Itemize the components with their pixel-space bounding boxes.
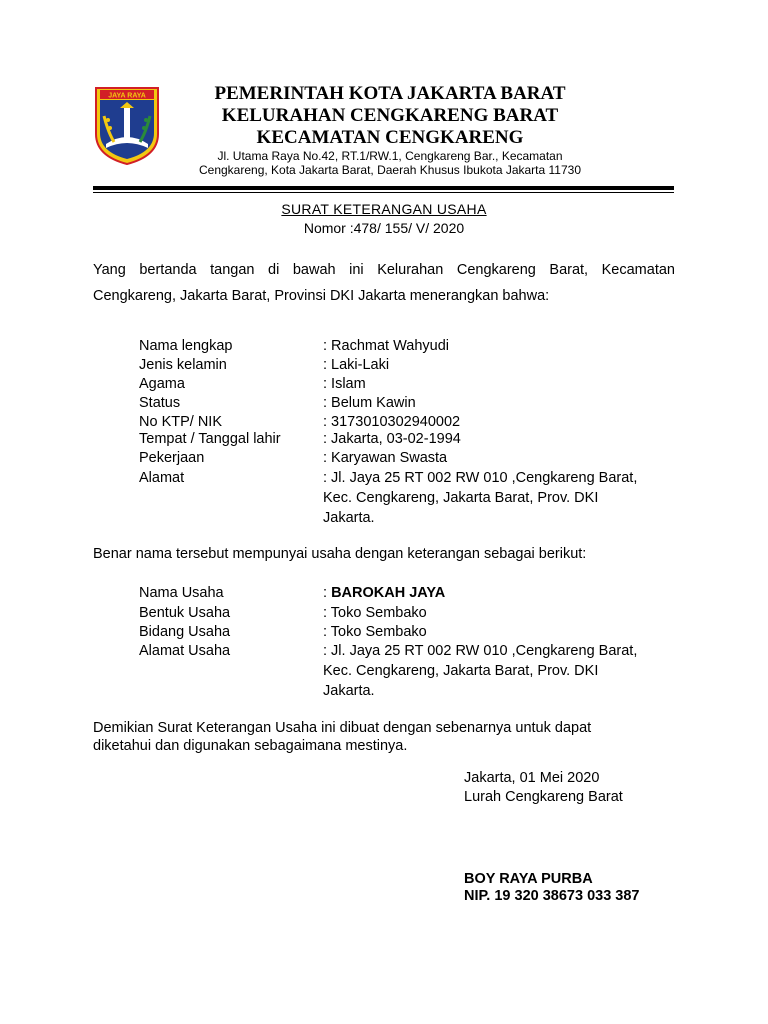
- business-form-value: : Toko Sembako: [323, 605, 427, 621]
- person-birth-value: : Jakarta, 03-02-1994: [323, 431, 461, 447]
- person-religion-value: : Islam: [323, 376, 366, 392]
- person-gender-value: : Laki-Laki: [323, 357, 390, 373]
- signature-place-date: Jakarta, 01 Mei 2020: [464, 770, 600, 786]
- business-address-value: : Jl. Jaya 25 RT 002 RW 010 ,Cengkareng Barat,: [323, 643, 638, 659]
- document-title: SURAT KETERANGAN USAHA: [281, 201, 487, 217]
- logo-text: JAYA RAYA: [108, 92, 146, 100]
- person-job-value: : Karyawan Swasta: [323, 450, 448, 466]
- person-gender-label: Jenis kelamin: [139, 357, 227, 373]
- business-field-value: : Toko Sembako: [323, 624, 427, 640]
- business-name-label: Nama Usaha: [139, 585, 224, 601]
- person-religion-label: Agama: [139, 376, 185, 392]
- closing-line-2: diketahui dan digunakan sebagaimana mestinya.: [93, 738, 408, 754]
- person-name-value: : Rachmat Wahyudi: [323, 338, 449, 354]
- closing-line-1: Demikian Surat Keterangan Usaha ini dibuat dengan sebenarnya untuk dapat: [93, 720, 592, 736]
- business-address-cont-1: Kec. Cengkareng, Jakarta Barat, Prov. DKI: [323, 663, 599, 679]
- header-address-2: Cengkareng, Kota Jakarta Barat, Daerah Khusus Ibukota Jakarta 11730: [198, 163, 581, 177]
- person-status-label: Status: [139, 395, 181, 411]
- header-divider-thick: [93, 186, 674, 190]
- signature-position: Lurah Cengkareng Barat: [464, 789, 623, 805]
- business-form-label: Bentuk Usaha: [139, 605, 231, 621]
- person-nik-value: : 3173010302940002: [323, 414, 461, 430]
- signature-name: BOY RAYA PURBA: [464, 871, 593, 887]
- header-address-1: Jl. Utama Raya No.42, RT.1/RW.1, Cengkareng Bar., Kecamatan: [217, 149, 563, 163]
- business-address-label: Alamat Usaha: [139, 643, 231, 659]
- business-name-value: [323, 585, 445, 601]
- intro-line-1: Yang bertanda tangan di bawah ini Kelurahan Cengkareng Barat, Kecamatan: [93, 262, 675, 278]
- business-name-colon: :: [323, 585, 332, 601]
- person-nik-label: No KTP/ NIK: [139, 414, 222, 430]
- person-address-cont-1: Kec. Cengkareng, Jakarta Barat, Prov. DKI: [323, 490, 599, 506]
- person-address-label: Alamat: [139, 470, 185, 486]
- header-line-2: KELURAHAN CENGKARENG BARAT: [221, 105, 559, 126]
- intro-line-2: Cengkareng, Jakarta Barat, Provinsi DKI Jakarta menerangkan bahwa:: [93, 288, 550, 304]
- person-name-label: Nama lengkap: [139, 338, 233, 354]
- header-line-1: PEMERINTAH KOTA JAKARTA BARAT: [214, 83, 566, 104]
- business-intro: Benar nama tersebut mempunyai usaha dengan keterangan sebagai berikut:: [93, 546, 587, 562]
- document-number: Nomor :478/ 155/ V/ 2020: [303, 220, 465, 236]
- business-name-text: BAROKAH JAYA: [331, 585, 446, 601]
- business-address-cont-2: Jakarta.: [323, 683, 375, 699]
- person-address-value: : Jl. Jaya 25 RT 002 RW 010 ,Cengkareng Barat,: [323, 470, 638, 486]
- header-line-3: KECAMATAN CENGKARENG: [256, 127, 524, 148]
- person-job-label: Pekerjaan: [139, 450, 205, 466]
- header-divider-thin: [93, 192, 674, 193]
- jakarta-emblem-logo: [94, 86, 160, 166]
- signature-nip: NIP. 19 320 38673 033 387: [464, 888, 640, 904]
- person-birth-label: Tempat / Tanggal lahir: [139, 431, 281, 447]
- person-address-cont-2: Jakarta.: [323, 510, 375, 526]
- business-field-label: Bidang Usaha: [139, 624, 231, 640]
- person-status-value: : Belum Kawin: [323, 395, 416, 411]
